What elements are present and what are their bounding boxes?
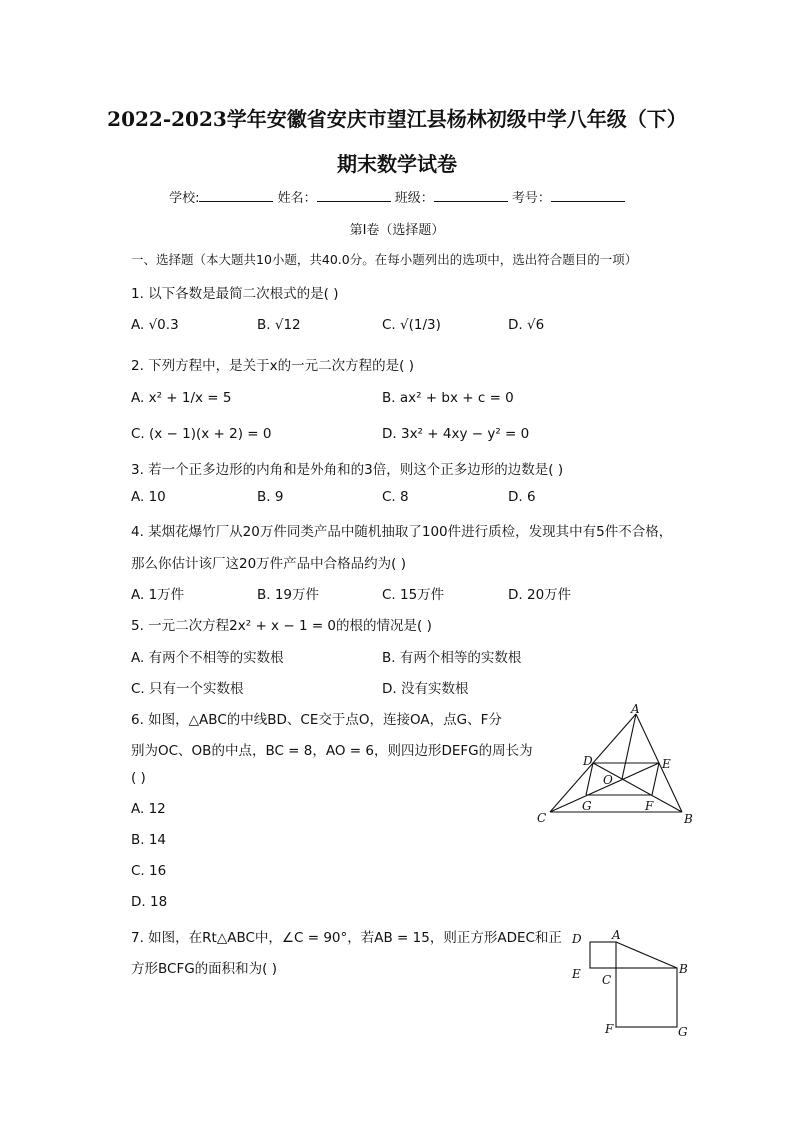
q4-option-b[interactable]: B. 19万件 bbox=[257, 587, 320, 603]
name-label: 姓名： bbox=[277, 191, 317, 206]
school-blank[interactable] bbox=[199, 189, 273, 202]
exam-title-line2: 期末数学试卷 bbox=[337, 152, 457, 176]
q6-stem-line2: 别为OC、OB的中点，BC = 8，AO = 6，则四边形DEFG的周长为 bbox=[131, 743, 533, 759]
fig7-label-e: E bbox=[572, 967, 581, 981]
fig6-label-a: A bbox=[631, 702, 640, 716]
number-label: 考号： bbox=[511, 191, 551, 206]
fig6-label-f: F bbox=[645, 799, 654, 813]
q5-option-d[interactable]: D. 没有实数根 bbox=[382, 681, 469, 697]
q5-option-b[interactable]: B. 有两个相等的实数根 bbox=[382, 650, 522, 666]
fig6-label-d: D bbox=[583, 754, 593, 768]
q4-option-d[interactable]: D. 20万件 bbox=[508, 587, 572, 603]
name-blank[interactable] bbox=[317, 189, 391, 202]
q5-stem: 5. 一元二次方程2x² + x − 1 = 0的根的情况是( ) bbox=[131, 618, 432, 634]
q5-option-a[interactable]: A. 有两个不相等的实数根 bbox=[131, 650, 284, 666]
fig6-label-o: O bbox=[603, 773, 613, 787]
fig6-label-c: C bbox=[537, 811, 547, 825]
class-label: 班级： bbox=[394, 191, 434, 206]
fig6-label-g: G bbox=[582, 799, 592, 813]
q3-option-a[interactable]: A. 10 bbox=[131, 489, 166, 505]
q6-option-b[interactable]: B. 14 bbox=[131, 832, 167, 848]
fig7-label-g: G bbox=[678, 1025, 688, 1039]
class-blank[interactable] bbox=[434, 189, 508, 202]
q6-option-c[interactable]: C. 16 bbox=[131, 863, 167, 879]
q2-option-c[interactable]: C. (x − 1)(x + 2) = 0 bbox=[131, 426, 272, 442]
q6-option-a[interactable]: A. 12 bbox=[131, 801, 166, 817]
q6-triangle-figure bbox=[530, 702, 705, 827]
number-blank[interactable] bbox=[551, 189, 625, 202]
q3-option-c[interactable]: C. 8 bbox=[382, 489, 409, 505]
q4-option-c[interactable]: C. 15万件 bbox=[382, 587, 445, 603]
fig6-label-b: B bbox=[684, 812, 693, 826]
q7-stem: 7. 如图，在Rt△ABC中，∠C = 90°，若AB = 15，则正方形ADEC和正 bbox=[131, 930, 562, 946]
exam-title-line1: 2022-2023学年安徽省安庆市望江县杨林初级中学八年级（下） bbox=[107, 107, 687, 131]
fig7-label-d: D bbox=[572, 932, 582, 946]
section-title: 第I卷（选择题） bbox=[349, 223, 445, 238]
q3-option-b[interactable]: B. 9 bbox=[257, 489, 284, 505]
fig7-label-f: F bbox=[605, 1022, 614, 1036]
school-label: 学校: bbox=[169, 191, 200, 206]
q4-stem-line2: 那么你估计该厂这20万件产品中合格品约为( ) bbox=[131, 556, 407, 572]
fig7-label-c: C bbox=[602, 973, 612, 987]
fig6-label-e: E bbox=[662, 757, 671, 771]
q1-stem: 1. 以下各数是最简二次根式的是( ) bbox=[131, 286, 339, 302]
q6-stem-line3: ( ) bbox=[131, 770, 146, 786]
q4-stem: 4. 某烟花爆竹厂从20万件同类产品中随机抽取了100件进行质检，发现其中有5件不合格， bbox=[131, 524, 673, 540]
q6-stem: 6. 如图，△ABC的中线BD、CE交于点O，连接OA，点G、F分 bbox=[131, 712, 502, 728]
q7-squares-figure bbox=[565, 925, 695, 1043]
q2-option-d[interactable]: D. 3x² + 4xy − y² = 0 bbox=[382, 426, 530, 442]
fig7-label-a: A bbox=[612, 928, 621, 942]
q3-option-d[interactable]: D. 6 bbox=[508, 489, 536, 505]
part1-header: 一、选择题（本大题共10小题，共40.0分。在每小题列出的选项中，选出符合题目的一项） bbox=[131, 252, 638, 267]
q1-option-b[interactable]: B. √12 bbox=[257, 317, 301, 333]
q2-stem: 2. 下列方程中，是关于x的一元二次方程的是( ) bbox=[131, 358, 414, 374]
q7-stem-line2: 方形BCFG的面积和为( ) bbox=[131, 961, 278, 977]
q3-stem: 3. 若一个正多边形的内角和是外角和的3倍，则这个正多边形的边数是( ) bbox=[131, 462, 564, 478]
q1-option-a[interactable]: A. √0.3 bbox=[131, 317, 179, 333]
q6-option-d[interactable]: D. 18 bbox=[131, 894, 168, 910]
q1-option-d[interactable]: D. √6 bbox=[508, 317, 545, 333]
q1-option-c[interactable]: C. √(1/3) bbox=[382, 317, 441, 333]
q5-option-c[interactable]: C. 只有一个实数根 bbox=[131, 681, 244, 697]
q2-option-a[interactable]: A. x² + 1/x = 5 bbox=[131, 390, 232, 406]
q4-option-a[interactable]: A. 1万件 bbox=[131, 587, 185, 603]
student-info-line bbox=[0, 187, 794, 206]
fig7-label-b: B bbox=[679, 962, 688, 976]
q2-option-b[interactable]: B. ax² + bx + c = 0 bbox=[382, 390, 514, 406]
